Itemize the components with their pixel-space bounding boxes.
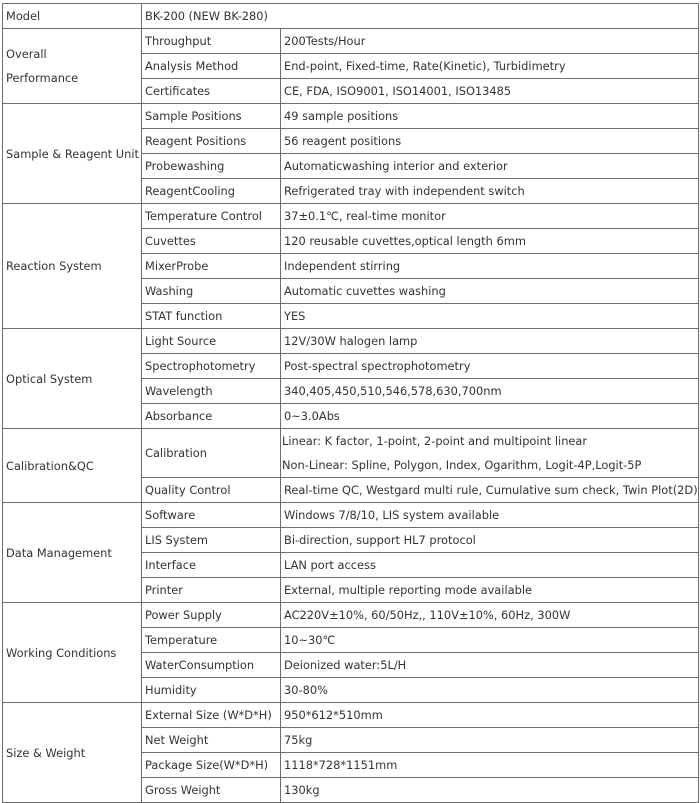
category-overall-line1: Overall xyxy=(6,47,47,61)
spec-table xyxy=(2,3,699,803)
spec-label: Humidity xyxy=(142,678,281,703)
spec-value: Deionized water:5L/H xyxy=(281,653,699,678)
spec-label: Gross Weight xyxy=(142,778,281,803)
spec-label: Certificates xyxy=(142,79,281,104)
table-row xyxy=(3,329,699,354)
spec-label: Wavelength xyxy=(142,379,281,404)
spec-label: Package Size(W*D*H) xyxy=(142,753,281,778)
category-optical: Optical System xyxy=(3,329,142,429)
spec-label: Absorbance xyxy=(142,404,281,429)
model-label: Model xyxy=(3,4,142,29)
spec-label: Throughput xyxy=(142,29,281,54)
spec-label: LIS System xyxy=(142,528,281,553)
spec-label: Power Supply xyxy=(142,603,281,628)
spec-value: 950*612*510mm xyxy=(281,703,699,728)
category-calibration-qc: Calibration&QC xyxy=(3,429,142,503)
table-row xyxy=(3,4,699,29)
spec-value: 75kg xyxy=(281,728,699,753)
table-row xyxy=(3,703,699,728)
calibration-nonlinear: Non-Linear: Spline, Polygon, Index, Ogarithm, Logit-4P,Logit-5P xyxy=(282,458,642,472)
spec-value: 0~3.0Abs xyxy=(281,404,699,429)
spec-value: 30-80% xyxy=(281,678,699,703)
spec-value: 130kg xyxy=(281,778,699,803)
category-sample-reagent: Sample & Reagent Unit xyxy=(3,104,142,204)
spec-label: External Size (W*D*H) xyxy=(142,703,281,728)
spec-value: CE, FDA, ISO9001, ISO14001, ISO13485 xyxy=(281,79,699,104)
category-overall-line2: Performance xyxy=(6,71,79,85)
spec-label: Calibration xyxy=(142,429,281,478)
spec-value: 49 sample positions xyxy=(281,104,699,129)
spec-value: Independent stirring xyxy=(281,254,699,279)
spec-label: Temperature Control xyxy=(142,204,281,229)
spec-label: Interface xyxy=(142,553,281,578)
spec-value xyxy=(281,429,699,478)
spec-label: Analysis Method xyxy=(142,54,281,79)
table-row xyxy=(3,29,699,54)
spec-label: Washing xyxy=(142,279,281,304)
spec-value: YES xyxy=(281,304,699,329)
spec-value: AC220V±10%, 60/50Hz,, 110V±10%, 60Hz, 300W xyxy=(281,603,699,628)
spec-label: Cuvettes xyxy=(142,229,281,254)
category-cell xyxy=(3,29,142,104)
table-row xyxy=(3,104,699,129)
category-working-conditions: Working Conditions xyxy=(3,603,142,703)
spec-value: LAN port access xyxy=(281,553,699,578)
spec-value: 12V/30W halogen lamp xyxy=(281,329,699,354)
spec-label: Probewashing xyxy=(142,154,281,179)
category-reaction: Reaction System xyxy=(3,204,142,329)
spec-label: Software xyxy=(142,503,281,528)
table-row xyxy=(3,603,699,628)
spec-label: WaterConsumption xyxy=(142,653,281,678)
spec-value: End-point, Fixed-time, Rate(Kinetic), Turbidimetry xyxy=(281,54,699,79)
spec-label: Printer xyxy=(142,578,281,603)
spec-label: MixerProbe xyxy=(142,254,281,279)
spec-value: 1118*728*1151mm xyxy=(281,753,699,778)
spec-value: Automaticwashing interior and exterior xyxy=(281,154,699,179)
spec-label: Reagent Positions xyxy=(142,129,281,154)
table-row xyxy=(3,503,699,528)
spec-label: Light Source xyxy=(142,329,281,354)
category-data-management: Data Management xyxy=(3,503,142,603)
spec-value: 10~30℃ xyxy=(281,628,699,653)
spec-value: 56 reagent positions xyxy=(281,129,699,154)
spec-value: Post-spectral spectrophotometry xyxy=(281,354,699,379)
spec-value: 340,405,450,510,546,578,630,700nm xyxy=(281,379,699,404)
spec-value: Automatic cuvettes washing xyxy=(281,279,699,304)
spec-label: STAT function xyxy=(142,304,281,329)
model-value: BK-200 (NEW BK-280) xyxy=(142,4,699,29)
spec-label: ReagentCooling xyxy=(142,179,281,204)
spec-value: 120 reusable cuvettes,optical length 6mm xyxy=(281,229,699,254)
spec-value: Bi-direction, support HL7 protocol xyxy=(281,528,699,553)
table-row xyxy=(3,204,699,229)
spec-value: Windows 7/8/10, LIS system available xyxy=(281,503,699,528)
spec-label: Temperature xyxy=(142,628,281,653)
calibration-linear: Linear: K factor, 1-point, 2-point and multipoint linear xyxy=(282,434,588,448)
spec-label: Spectrophotometry xyxy=(142,354,281,379)
spec-value: 37±0.1℃, real-time monitor xyxy=(281,204,699,229)
spec-label: Sample Positions xyxy=(142,104,281,129)
spec-value: Real-time QC, Westgard multi rule, Cumulative sum check, Twin Plot(2D) xyxy=(281,478,699,503)
spec-value: 200Tests/Hour xyxy=(281,29,699,54)
category-size-weight: Size & Weight xyxy=(3,703,142,803)
table-row xyxy=(3,429,699,478)
spec-label: Quality Control xyxy=(142,478,281,503)
spec-value: External, multiple reporting mode available xyxy=(281,578,699,603)
spec-value: Refrigerated tray with independent switch xyxy=(281,179,699,204)
spec-label: Net Weight xyxy=(142,728,281,753)
